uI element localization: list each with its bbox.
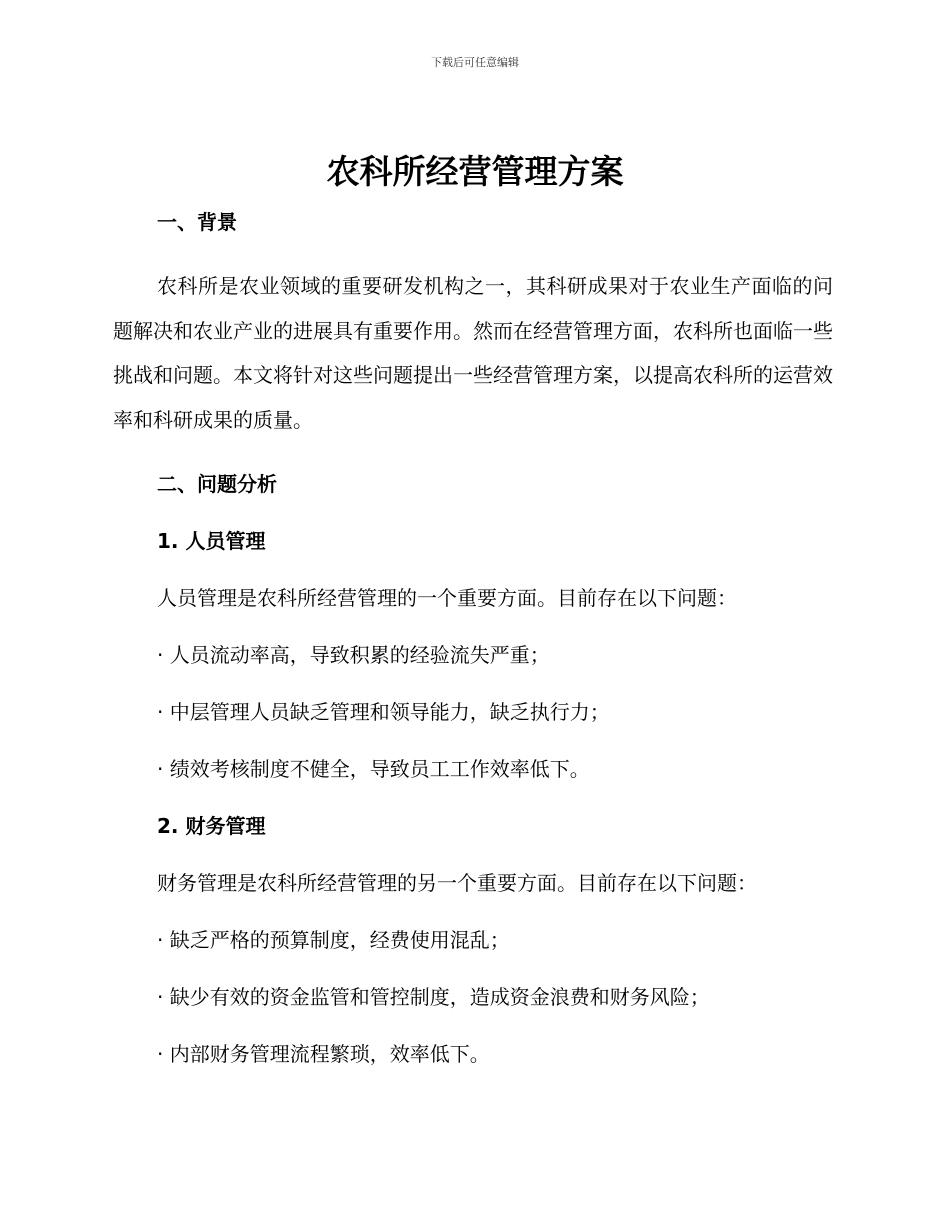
background-paragraph: 农科所是农业领域的重要研发机构之一，其科研成果对于农业生产面临的问题解决和农业产业的进展具有重要作用。然而在经营管理方面，农科所也面临一些挑战和问题。本文将针对这些问题提出一些经营管理方案，以提高农科所的运营效率和科研成果的质量。 [113,274,833,432]
subsection-heading-finance: 2. 财务管理 [157,814,266,838]
header-note: 下载后可任意编辑 [431,56,519,69]
section-heading-background: 一、背景 [157,210,237,234]
document-body [113,206,833,1070]
section-heading-analysis: 二、问题分析 [157,472,277,496]
finance-intro: 财务管理是农科所经营管理的另一个重要方面。目前存在以下问题： [157,871,757,895]
list-item: · 缺乏严格的预算制度，经费使用混乱； [157,928,510,952]
personnel-intro: 人员管理是农科所经营管理的一个重要方面。目前存在以下问题： [157,586,737,610]
list-item: · 内部财务管理流程繁琐，效率低下。 [157,1042,490,1066]
subsection-heading-personnel: 1. 人员管理 [157,529,266,553]
list-item: · 人员流动率高，导致积累的经验流失严重； [157,643,550,667]
list-item: · 中层管理人员缺乏管理和领导能力，缺乏执行力； [157,700,610,724]
document-title: 农科所经营管理方案 [326,152,624,191]
list-item: · 缺少有效的资金监管和管控制度，造成资金浪费和财务风险； [157,985,710,1009]
list-item: · 绩效考核制度不健全，导致员工工作效率低下。 [157,757,590,781]
